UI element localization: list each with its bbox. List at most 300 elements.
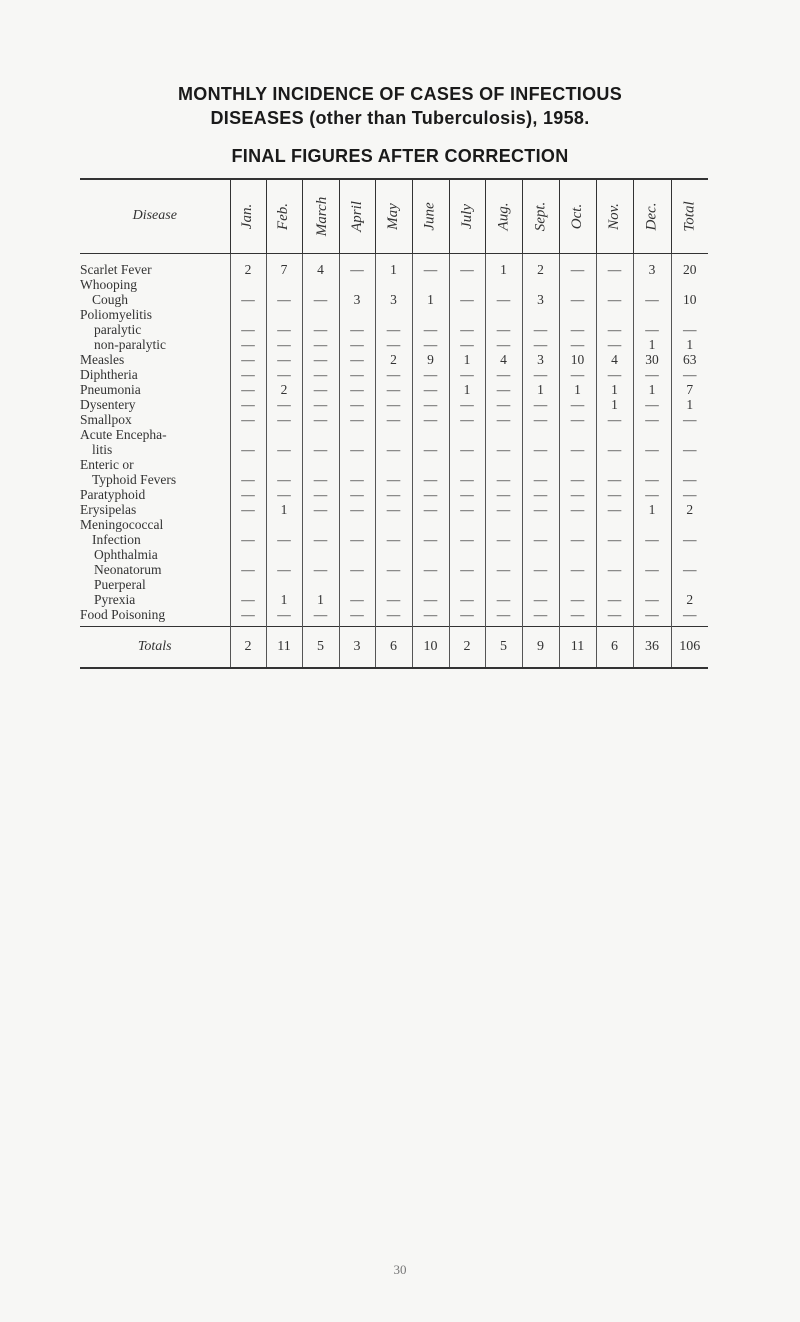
- value-cell: —: [449, 547, 485, 577]
- value-cell: —: [449, 277, 485, 307]
- value-cell: —: [485, 337, 522, 352]
- value-cell: —: [559, 577, 596, 607]
- value-cell: —: [302, 502, 339, 517]
- value-cell: —: [449, 502, 485, 517]
- value-cell: —: [485, 502, 522, 517]
- value-cell: —: [266, 397, 302, 412]
- value-cell: —: [449, 427, 485, 457]
- value-cell: —: [230, 487, 266, 502]
- value-cell: 7: [671, 382, 708, 397]
- disease-name: [80, 607, 230, 627]
- value-cell: —: [266, 337, 302, 352]
- value-cell: —: [449, 487, 485, 502]
- value-cell: —: [412, 367, 449, 382]
- value-cell: —: [412, 412, 449, 427]
- month-header-label: Sept.: [531, 201, 548, 232]
- value-cell: 9: [412, 352, 449, 367]
- value-cell: —: [339, 457, 375, 487]
- disease-name-line: Puerperal: [94, 576, 146, 592]
- value-cell: —: [375, 427, 412, 457]
- value-cell: 2: [522, 253, 559, 277]
- value-cell: —: [485, 607, 522, 627]
- value-cell: —: [302, 427, 339, 457]
- value-cell: [266, 307, 302, 322]
- value-cell: 1: [412, 277, 449, 307]
- value-cell: —: [375, 337, 412, 352]
- disease-name: [80, 352, 230, 367]
- total-cell: 11: [559, 626, 596, 668]
- disease-name-line: Pneumonia: [80, 381, 141, 397]
- disease-name-line: Measles: [80, 351, 125, 367]
- value-cell: 1: [596, 382, 633, 397]
- disease-name-line: Ophthalmia: [94, 546, 158, 562]
- value-cell: 63: [671, 352, 708, 367]
- disease-name-line: Pyrexia: [94, 591, 136, 607]
- value-cell: —: [266, 487, 302, 502]
- value-cell: —: [485, 412, 522, 427]
- value-cell: —: [559, 427, 596, 457]
- value-cell: —: [302, 367, 339, 382]
- value-cell: 1: [671, 337, 708, 352]
- table-row: [80, 322, 708, 337]
- value-cell: —: [339, 487, 375, 502]
- value-cell: —: [449, 253, 485, 277]
- value-cell: —: [230, 277, 266, 307]
- value-cell: —: [671, 607, 708, 627]
- value-cell: —: [375, 607, 412, 627]
- disease-name-line: Typhoid Fevers: [92, 471, 177, 487]
- value-cell: 1: [375, 253, 412, 277]
- value-cell: —: [302, 382, 339, 397]
- value-cell: —: [449, 367, 485, 382]
- total-cell: 2: [449, 626, 485, 668]
- value-cell: —: [375, 412, 412, 427]
- disease-name: [80, 367, 230, 382]
- value-cell: —: [596, 367, 633, 382]
- disease-name-line: Paratyphoid: [80, 486, 146, 502]
- disease-name: [80, 487, 230, 502]
- disease-name: [80, 307, 230, 322]
- value-cell: —: [485, 517, 522, 547]
- value-cell: —: [633, 607, 671, 627]
- month-header: [266, 179, 302, 253]
- disease-name-line: Whooping: [80, 276, 137, 292]
- page-number: 30: [393, 1262, 407, 1277]
- total-cell: 106: [671, 626, 708, 668]
- table-row: [80, 487, 708, 502]
- value-cell: —: [559, 547, 596, 577]
- value-cell: 1: [449, 382, 485, 397]
- table-row: [80, 382, 708, 397]
- value-cell: —: [375, 457, 412, 487]
- value-cell: 3: [522, 352, 559, 367]
- month-header: [339, 179, 375, 253]
- month-header-label: May: [385, 202, 401, 230]
- value-cell: [596, 307, 633, 322]
- month-header: [671, 179, 708, 253]
- value-cell: —: [522, 397, 559, 412]
- value-cell: —: [559, 277, 596, 307]
- value-cell: —: [449, 412, 485, 427]
- table-row: [80, 577, 708, 607]
- value-cell: —: [559, 253, 596, 277]
- value-cell: [522, 307, 559, 322]
- value-cell: —: [596, 487, 633, 502]
- month-header: [485, 179, 522, 253]
- value-cell: —: [559, 607, 596, 627]
- value-cell: 1: [559, 382, 596, 397]
- value-cell: —: [485, 382, 522, 397]
- value-cell: —: [671, 547, 708, 577]
- value-cell: —: [339, 412, 375, 427]
- month-header-label: Total: [681, 201, 698, 232]
- table-row: [80, 397, 708, 412]
- value-cell: —: [559, 487, 596, 502]
- table-row: [80, 517, 708, 547]
- value-cell: —: [449, 337, 485, 352]
- value-cell: —: [375, 502, 412, 517]
- value-cell: 2: [671, 577, 708, 607]
- value-cell: —: [596, 577, 633, 607]
- value-cell: 4: [596, 352, 633, 367]
- value-cell: —: [522, 577, 559, 607]
- value-cell: —: [266, 352, 302, 367]
- table-row: [80, 607, 708, 627]
- value-cell: —: [559, 457, 596, 487]
- value-cell: —: [596, 322, 633, 337]
- month-header-label: Aug.: [494, 202, 511, 231]
- value-cell: —: [671, 517, 708, 547]
- value-cell: —: [266, 457, 302, 487]
- value-cell: —: [633, 577, 671, 607]
- value-cell: —: [485, 457, 522, 487]
- value-cell: —: [412, 547, 449, 577]
- value-cell: 1: [485, 253, 522, 277]
- value-cell: [485, 307, 522, 322]
- value-cell: —: [375, 322, 412, 337]
- value-cell: —: [449, 397, 485, 412]
- value-cell: —: [339, 337, 375, 352]
- month-header: [375, 179, 412, 253]
- value-cell: —: [485, 367, 522, 382]
- value-cell: —: [596, 457, 633, 487]
- disease-name-line: Diphtheria: [80, 366, 138, 382]
- value-cell: —: [633, 412, 671, 427]
- value-cell: —: [412, 427, 449, 457]
- value-cell: —: [449, 517, 485, 547]
- value-cell: —: [559, 337, 596, 352]
- value-cell: —: [485, 577, 522, 607]
- value-cell: —: [266, 547, 302, 577]
- value-cell: 20: [671, 253, 708, 277]
- value-cell: 30: [633, 352, 671, 367]
- value-cell: 1: [266, 577, 302, 607]
- value-cell: —: [671, 427, 708, 457]
- disease-name: [80, 577, 230, 607]
- value-cell: —: [230, 457, 266, 487]
- total-cell: 5: [485, 626, 522, 668]
- table-row: [80, 427, 708, 457]
- value-cell: —: [339, 367, 375, 382]
- value-cell: —: [412, 577, 449, 607]
- value-cell: —: [230, 397, 266, 412]
- value-cell: —: [449, 577, 485, 607]
- month-header: [230, 179, 266, 253]
- title-line-2: DISEASES (other than Tuberculosis), 1958.: [210, 108, 590, 128]
- month-header-label: July: [458, 203, 475, 229]
- disease-name-line: non-paralytic: [94, 336, 166, 352]
- table-row: [80, 307, 708, 322]
- disease-name-line: Acute Encepha-: [80, 426, 167, 442]
- value-cell: —: [230, 517, 266, 547]
- disease-name: [80, 547, 230, 577]
- value-cell: —: [559, 412, 596, 427]
- value-cell: [302, 307, 339, 322]
- value-cell: 3: [375, 277, 412, 307]
- value-cell: 7: [266, 253, 302, 277]
- value-cell: —: [230, 382, 266, 397]
- month-header-label: Jan.: [239, 203, 256, 229]
- value-cell: [671, 307, 708, 322]
- value-cell: —: [522, 457, 559, 487]
- month-header: [596, 179, 633, 253]
- month-header: [302, 179, 339, 253]
- total-cell: 6: [375, 626, 412, 668]
- value-cell: —: [375, 367, 412, 382]
- value-cell: 1: [596, 397, 633, 412]
- totals-row: [80, 626, 708, 668]
- value-cell: —: [633, 322, 671, 337]
- value-cell: —: [339, 397, 375, 412]
- disease-name-line: Erysipelas: [80, 501, 137, 517]
- value-cell: —: [266, 517, 302, 547]
- value-cell: —: [375, 487, 412, 502]
- value-cell: —: [230, 427, 266, 457]
- total-cell: 5: [302, 626, 339, 668]
- value-cell: —: [339, 352, 375, 367]
- value-cell: —: [266, 367, 302, 382]
- month-header: [633, 179, 671, 253]
- value-cell: —: [449, 322, 485, 337]
- value-cell: —: [339, 607, 375, 627]
- value-cell: 4: [302, 253, 339, 277]
- value-cell: —: [449, 607, 485, 627]
- table-row: [80, 253, 708, 277]
- value-cell: —: [485, 427, 522, 457]
- value-cell: [449, 307, 485, 322]
- table-body: [80, 253, 708, 668]
- value-cell: —: [633, 427, 671, 457]
- value-cell: —: [633, 367, 671, 382]
- value-cell: —: [596, 427, 633, 457]
- value-cell: [412, 307, 449, 322]
- disease-name-line: Food Poisoning: [80, 606, 166, 622]
- total-cell: 2: [230, 626, 266, 668]
- value-cell: —: [559, 397, 596, 412]
- value-cell: —: [522, 367, 559, 382]
- value-cell: —: [339, 382, 375, 397]
- disease-name-line: Scarlet Fever: [80, 261, 152, 277]
- disease-name: [80, 517, 230, 547]
- table-row: [80, 277, 708, 307]
- value-cell: —: [671, 322, 708, 337]
- disease-name-line: paralytic: [94, 321, 142, 337]
- disease-name-line: Infection: [92, 531, 141, 547]
- value-cell: —: [339, 322, 375, 337]
- value-cell: —: [559, 367, 596, 382]
- value-cell: —: [339, 427, 375, 457]
- disease-name-line: Neonatorum: [94, 561, 162, 577]
- totals-label: Totals: [80, 626, 230, 668]
- value-cell: —: [596, 547, 633, 577]
- disease-name: [80, 397, 230, 412]
- value-cell: —: [230, 547, 266, 577]
- value-cell: —: [302, 277, 339, 307]
- value-cell: —: [230, 412, 266, 427]
- value-cell: —: [302, 397, 339, 412]
- value-cell: 4: [485, 352, 522, 367]
- value-cell: —: [375, 397, 412, 412]
- disease-name-line: Poliomyelitis: [80, 306, 153, 322]
- value-cell: 1: [266, 502, 302, 517]
- disease-name-line: Dysentery: [80, 396, 136, 412]
- value-cell: 1: [449, 352, 485, 367]
- value-cell: —: [522, 517, 559, 547]
- value-cell: —: [522, 427, 559, 457]
- value-cell: —: [266, 277, 302, 307]
- value-cell: —: [449, 457, 485, 487]
- disease-name: [80, 322, 230, 337]
- month-header: [449, 179, 485, 253]
- total-cell: 3: [339, 626, 375, 668]
- value-cell: —: [671, 487, 708, 502]
- value-cell: —: [522, 607, 559, 627]
- value-cell: 10: [671, 277, 708, 307]
- value-cell: —: [633, 277, 671, 307]
- title-line-1: MONTHLY INCIDENCE OF CASES OF INFECTIOUS: [177, 84, 623, 104]
- table-row: [80, 457, 708, 487]
- value-cell: —: [485, 487, 522, 502]
- value-cell: —: [485, 397, 522, 412]
- disease-name-line: Smallpox: [80, 411, 132, 427]
- value-cell: —: [633, 547, 671, 577]
- value-cell: [559, 307, 596, 322]
- value-cell: —: [266, 427, 302, 457]
- value-cell: —: [596, 277, 633, 307]
- disease-name: [80, 253, 230, 277]
- value-cell: —: [230, 502, 266, 517]
- value-cell: —: [633, 397, 671, 412]
- value-cell: 2: [375, 352, 412, 367]
- value-cell: 1: [302, 577, 339, 607]
- value-cell: —: [339, 547, 375, 577]
- value-cell: —: [522, 337, 559, 352]
- value-cell: —: [230, 577, 266, 607]
- table-row: [80, 337, 708, 352]
- value-cell: —: [230, 337, 266, 352]
- disease-header: Disease: [132, 208, 177, 224]
- total-cell: 10: [412, 626, 449, 668]
- value-cell: —: [671, 457, 708, 487]
- value-cell: 3: [522, 277, 559, 307]
- value-cell: —: [339, 253, 375, 277]
- total-cell: 11: [266, 626, 302, 668]
- value-cell: —: [485, 322, 522, 337]
- table-row: [80, 547, 708, 577]
- value-cell: —: [596, 607, 633, 627]
- disease-name-line: litis: [92, 441, 113, 457]
- value-cell: —: [375, 577, 412, 607]
- value-cell: [375, 307, 412, 322]
- value-cell: —: [412, 397, 449, 412]
- value-cell: —: [339, 502, 375, 517]
- value-cell: —: [230, 367, 266, 382]
- disease-name: [80, 382, 230, 397]
- month-header-label: Nov.: [606, 202, 622, 230]
- value-cell: —: [302, 457, 339, 487]
- value-cell: [339, 307, 375, 322]
- value-cell: —: [596, 253, 633, 277]
- value-cell: —: [671, 367, 708, 382]
- total-cell: 9: [522, 626, 559, 668]
- value-cell: —: [230, 352, 266, 367]
- value-cell: —: [485, 547, 522, 577]
- value-cell: —: [302, 337, 339, 352]
- value-cell: —: [559, 322, 596, 337]
- value-cell: 1: [633, 337, 671, 352]
- disease-name: [80, 427, 230, 457]
- value-cell: [230, 307, 266, 322]
- value-cell: —: [302, 322, 339, 337]
- value-cell: 10: [559, 352, 596, 367]
- value-cell: —: [230, 607, 266, 627]
- value-cell: —: [633, 517, 671, 547]
- value-cell: —: [485, 277, 522, 307]
- value-cell: —: [266, 412, 302, 427]
- value-cell: 1: [671, 397, 708, 412]
- value-cell: —: [302, 607, 339, 627]
- value-cell: —: [596, 412, 633, 427]
- month-header: [559, 179, 596, 253]
- value-cell: —: [302, 352, 339, 367]
- value-cell: —: [375, 547, 412, 577]
- month-header-label: Dec.: [643, 202, 660, 231]
- value-cell: —: [339, 577, 375, 607]
- month-header-label: Oct.: [568, 203, 585, 229]
- value-cell: —: [671, 412, 708, 427]
- value-cell: —: [412, 517, 449, 547]
- value-cell: —: [522, 547, 559, 577]
- value-cell: —: [596, 337, 633, 352]
- month-header-label: March: [313, 196, 330, 236]
- value-cell: 1: [522, 382, 559, 397]
- value-cell: —: [230, 322, 266, 337]
- value-cell: —: [522, 412, 559, 427]
- value-cell: —: [302, 547, 339, 577]
- incidence-table: [80, 178, 708, 669]
- value-cell: —: [522, 322, 559, 337]
- value-cell: —: [339, 517, 375, 547]
- month-header: [522, 179, 559, 253]
- value-cell: —: [522, 502, 559, 517]
- value-cell: 2: [230, 253, 266, 277]
- value-cell: 1: [633, 502, 671, 517]
- disease-name: [80, 277, 230, 307]
- value-cell: 2: [671, 502, 708, 517]
- value-cell: —: [302, 487, 339, 502]
- disease-name-line: Enteric or: [80, 456, 134, 472]
- value-cell: —: [412, 322, 449, 337]
